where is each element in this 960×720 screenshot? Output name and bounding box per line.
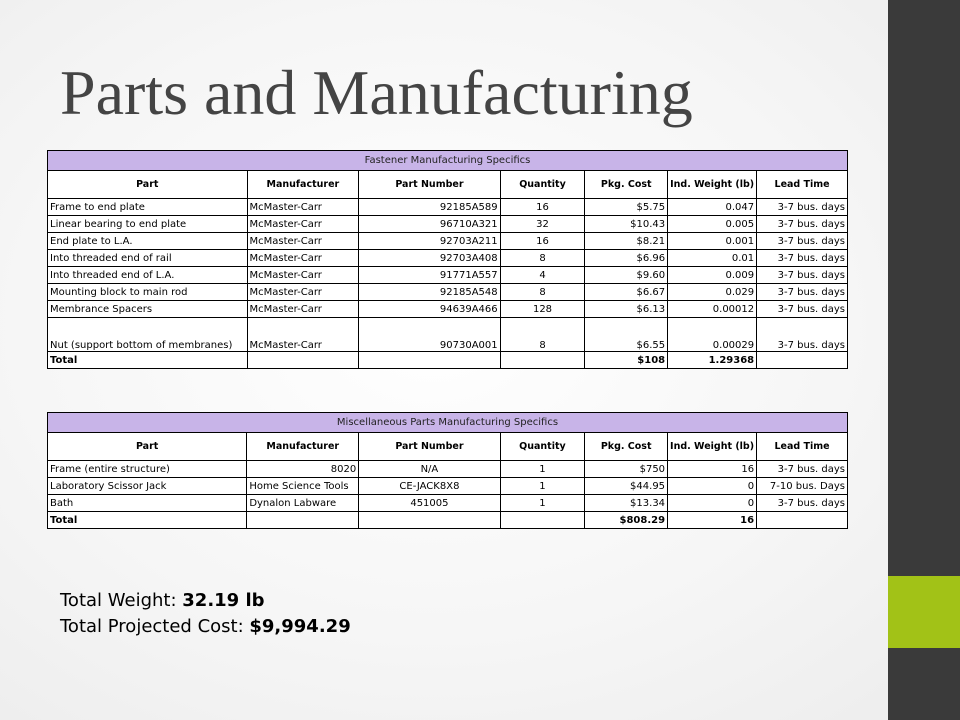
table-cell: End plate to L.A. [48, 233, 248, 250]
column-header: Pkg. Cost [585, 171, 668, 199]
table-cell: $8.21 [585, 233, 668, 250]
table-cell: $6.96 [585, 250, 668, 267]
table-cell: $6.67 [585, 284, 668, 301]
table-cell: $750 [585, 461, 668, 478]
table-cell: 1 [500, 478, 585, 495]
table-cell: 3-7 bus. days [757, 284, 848, 301]
total-cost: $108 [585, 352, 668, 369]
table-cell: $9.60 [585, 267, 668, 284]
table-cell: 16 [668, 461, 757, 478]
table-cell: 8 [500, 318, 585, 352]
table-cell: 8 [500, 284, 585, 301]
column-header: Pkg. Cost [585, 433, 668, 461]
table-header-row [48, 433, 848, 461]
table-cell: 3-7 bus. days [757, 199, 848, 216]
table-cell: $5.75 [585, 199, 668, 216]
table-cell: 3-7 bus. days [757, 461, 848, 478]
empty-cell [359, 352, 500, 369]
table-cell: 3-7 bus. days [757, 267, 848, 284]
table-cell: McMaster-Carr [247, 301, 359, 318]
table-cell: 3-7 bus. days [757, 318, 848, 352]
column-header: Part [48, 171, 248, 199]
column-header: Part Number [359, 171, 500, 199]
table-cell: 92185A548 [359, 284, 500, 301]
total-weight: 1.29368 [668, 352, 757, 369]
table-cell: $6.55 [585, 318, 668, 352]
column-header: Manufacturer [247, 171, 359, 199]
table-cell: 8 [500, 250, 585, 267]
table-cell: Bath [48, 495, 247, 512]
table-cell: 16 [500, 233, 585, 250]
table-cell: 3-7 bus. days [757, 233, 848, 250]
table-total-row [48, 352, 848, 369]
table-row [48, 318, 848, 352]
misc-parts-table [47, 412, 848, 529]
table-cell: McMaster-Carr [247, 199, 359, 216]
table-cell: Home Science Tools [247, 478, 359, 495]
empty-cell [247, 352, 359, 369]
column-header: Lead Time [757, 433, 848, 461]
table-cell: $13.34 [585, 495, 668, 512]
table-cell: 0.005 [668, 216, 757, 233]
column-header: Manufacturer [247, 433, 359, 461]
table-cell: CE-JACK8X8 [359, 478, 500, 495]
table-cell: 0.029 [668, 284, 757, 301]
total-weight-label: Total Weight: [60, 590, 183, 611]
table-cell: 8020 [247, 461, 359, 478]
table-header-row [48, 171, 848, 199]
total-weight-line [60, 588, 351, 614]
table-cell: Mounting block to main rod [48, 284, 248, 301]
table-caption: Miscellaneous Parts Manufacturing Specifics [48, 413, 848, 433]
column-header: Ind. Weight (lb) [668, 171, 757, 199]
empty-cell [247, 512, 359, 529]
table-cell: McMaster-Carr [247, 267, 359, 284]
table-row [48, 478, 848, 495]
column-header: Ind. Weight (lb) [668, 433, 757, 461]
table-cell: 92703A408 [359, 250, 500, 267]
sidebar-accent-block [888, 576, 960, 648]
table-cell: 94639A466 [359, 301, 500, 318]
table-cell: 0.00029 [668, 318, 757, 352]
table-cell: $10.43 [585, 216, 668, 233]
table-cell: 0.047 [668, 199, 757, 216]
table-cell: $6.13 [585, 301, 668, 318]
total-weight-value: 32.19 lb [182, 590, 265, 611]
column-header: Part Number [359, 433, 500, 461]
table-cell: McMaster-Carr [247, 216, 359, 233]
column-header: Lead Time [757, 171, 848, 199]
table-cell: McMaster-Carr [247, 318, 359, 352]
table-cell: 0 [668, 478, 757, 495]
totals-summary [60, 588, 351, 640]
table-row [48, 461, 848, 478]
table-cell: 1 [500, 461, 585, 478]
table-cell: 96710A321 [359, 216, 500, 233]
table-cell: 3-7 bus. days [757, 216, 848, 233]
empty-cell [757, 352, 848, 369]
table-cell: 1 [500, 495, 585, 512]
table-cell: Frame (entire structure) [48, 461, 247, 478]
table-cell: $44.95 [585, 478, 668, 495]
table-cell: Into threaded end of L.A. [48, 267, 248, 284]
empty-cell [500, 352, 585, 369]
total-cost: $808.29 [585, 512, 668, 529]
table-cell: Frame to end plate [48, 199, 248, 216]
table-total-row [48, 512, 848, 529]
table-cell: 92703A211 [359, 233, 500, 250]
total-cost-line [60, 614, 351, 640]
column-header: Quantity [500, 433, 585, 461]
total-label: Total [48, 352, 248, 369]
total-label: Total [48, 512, 247, 529]
table-cell: 0 [668, 495, 757, 512]
table-cell: 32 [500, 216, 585, 233]
table-cell: Nut (support bottom of membranes) [48, 318, 248, 352]
table-cell: 92185A589 [359, 199, 500, 216]
table-caption-row [48, 151, 848, 171]
table-row [48, 233, 848, 250]
table-cell: Into threaded end of rail [48, 250, 248, 267]
total-cost-label: Total Projected Cost: [60, 616, 250, 637]
column-header: Part [48, 433, 247, 461]
empty-cell [500, 512, 585, 529]
table-row [48, 301, 848, 318]
table-cell: Membrance Spacers [48, 301, 248, 318]
table-cell: 4 [500, 267, 585, 284]
empty-cell [359, 512, 500, 529]
table-cell: McMaster-Carr [247, 284, 359, 301]
table-cell: 0.01 [668, 250, 757, 267]
table-row [48, 199, 848, 216]
table-cell: 91771A557 [359, 267, 500, 284]
table-row [48, 216, 848, 233]
column-header: Quantity [500, 171, 585, 199]
table-cell: McMaster-Carr [247, 250, 359, 267]
table-cell: 3-7 bus. days [757, 301, 848, 318]
table-cell: 16 [500, 199, 585, 216]
table-row [48, 495, 848, 512]
table-cell: 0.00012 [668, 301, 757, 318]
table-row [48, 284, 848, 301]
table-row [48, 267, 848, 284]
table-cell: Linear bearing to end plate [48, 216, 248, 233]
table-cell: 0.009 [668, 267, 757, 284]
slide-title: Parts and Manufacturing [60, 57, 693, 128]
table-cell: 3-7 bus. days [757, 495, 848, 512]
fastener-table [47, 150, 848, 369]
table-cell: McMaster-Carr [247, 233, 359, 250]
empty-cell [757, 512, 848, 529]
table-cell: 7-10 bus. Days [757, 478, 848, 495]
table-cell: 90730A001 [359, 318, 500, 352]
table-caption-row [48, 413, 848, 433]
table-cell: 451005 [359, 495, 500, 512]
total-weight: 16 [668, 512, 757, 529]
total-cost-value: $9,994.29 [249, 616, 351, 637]
table-cell: 3-7 bus. days [757, 250, 848, 267]
table-cell: 128 [500, 301, 585, 318]
table-caption: Fastener Manufacturing Specifics [48, 151, 848, 171]
table-row [48, 250, 848, 267]
table-cell: Dynalon Labware [247, 495, 359, 512]
table-cell: Laboratory Scissor Jack [48, 478, 247, 495]
table-cell: 0.001 [668, 233, 757, 250]
table-cell: N/A [359, 461, 500, 478]
